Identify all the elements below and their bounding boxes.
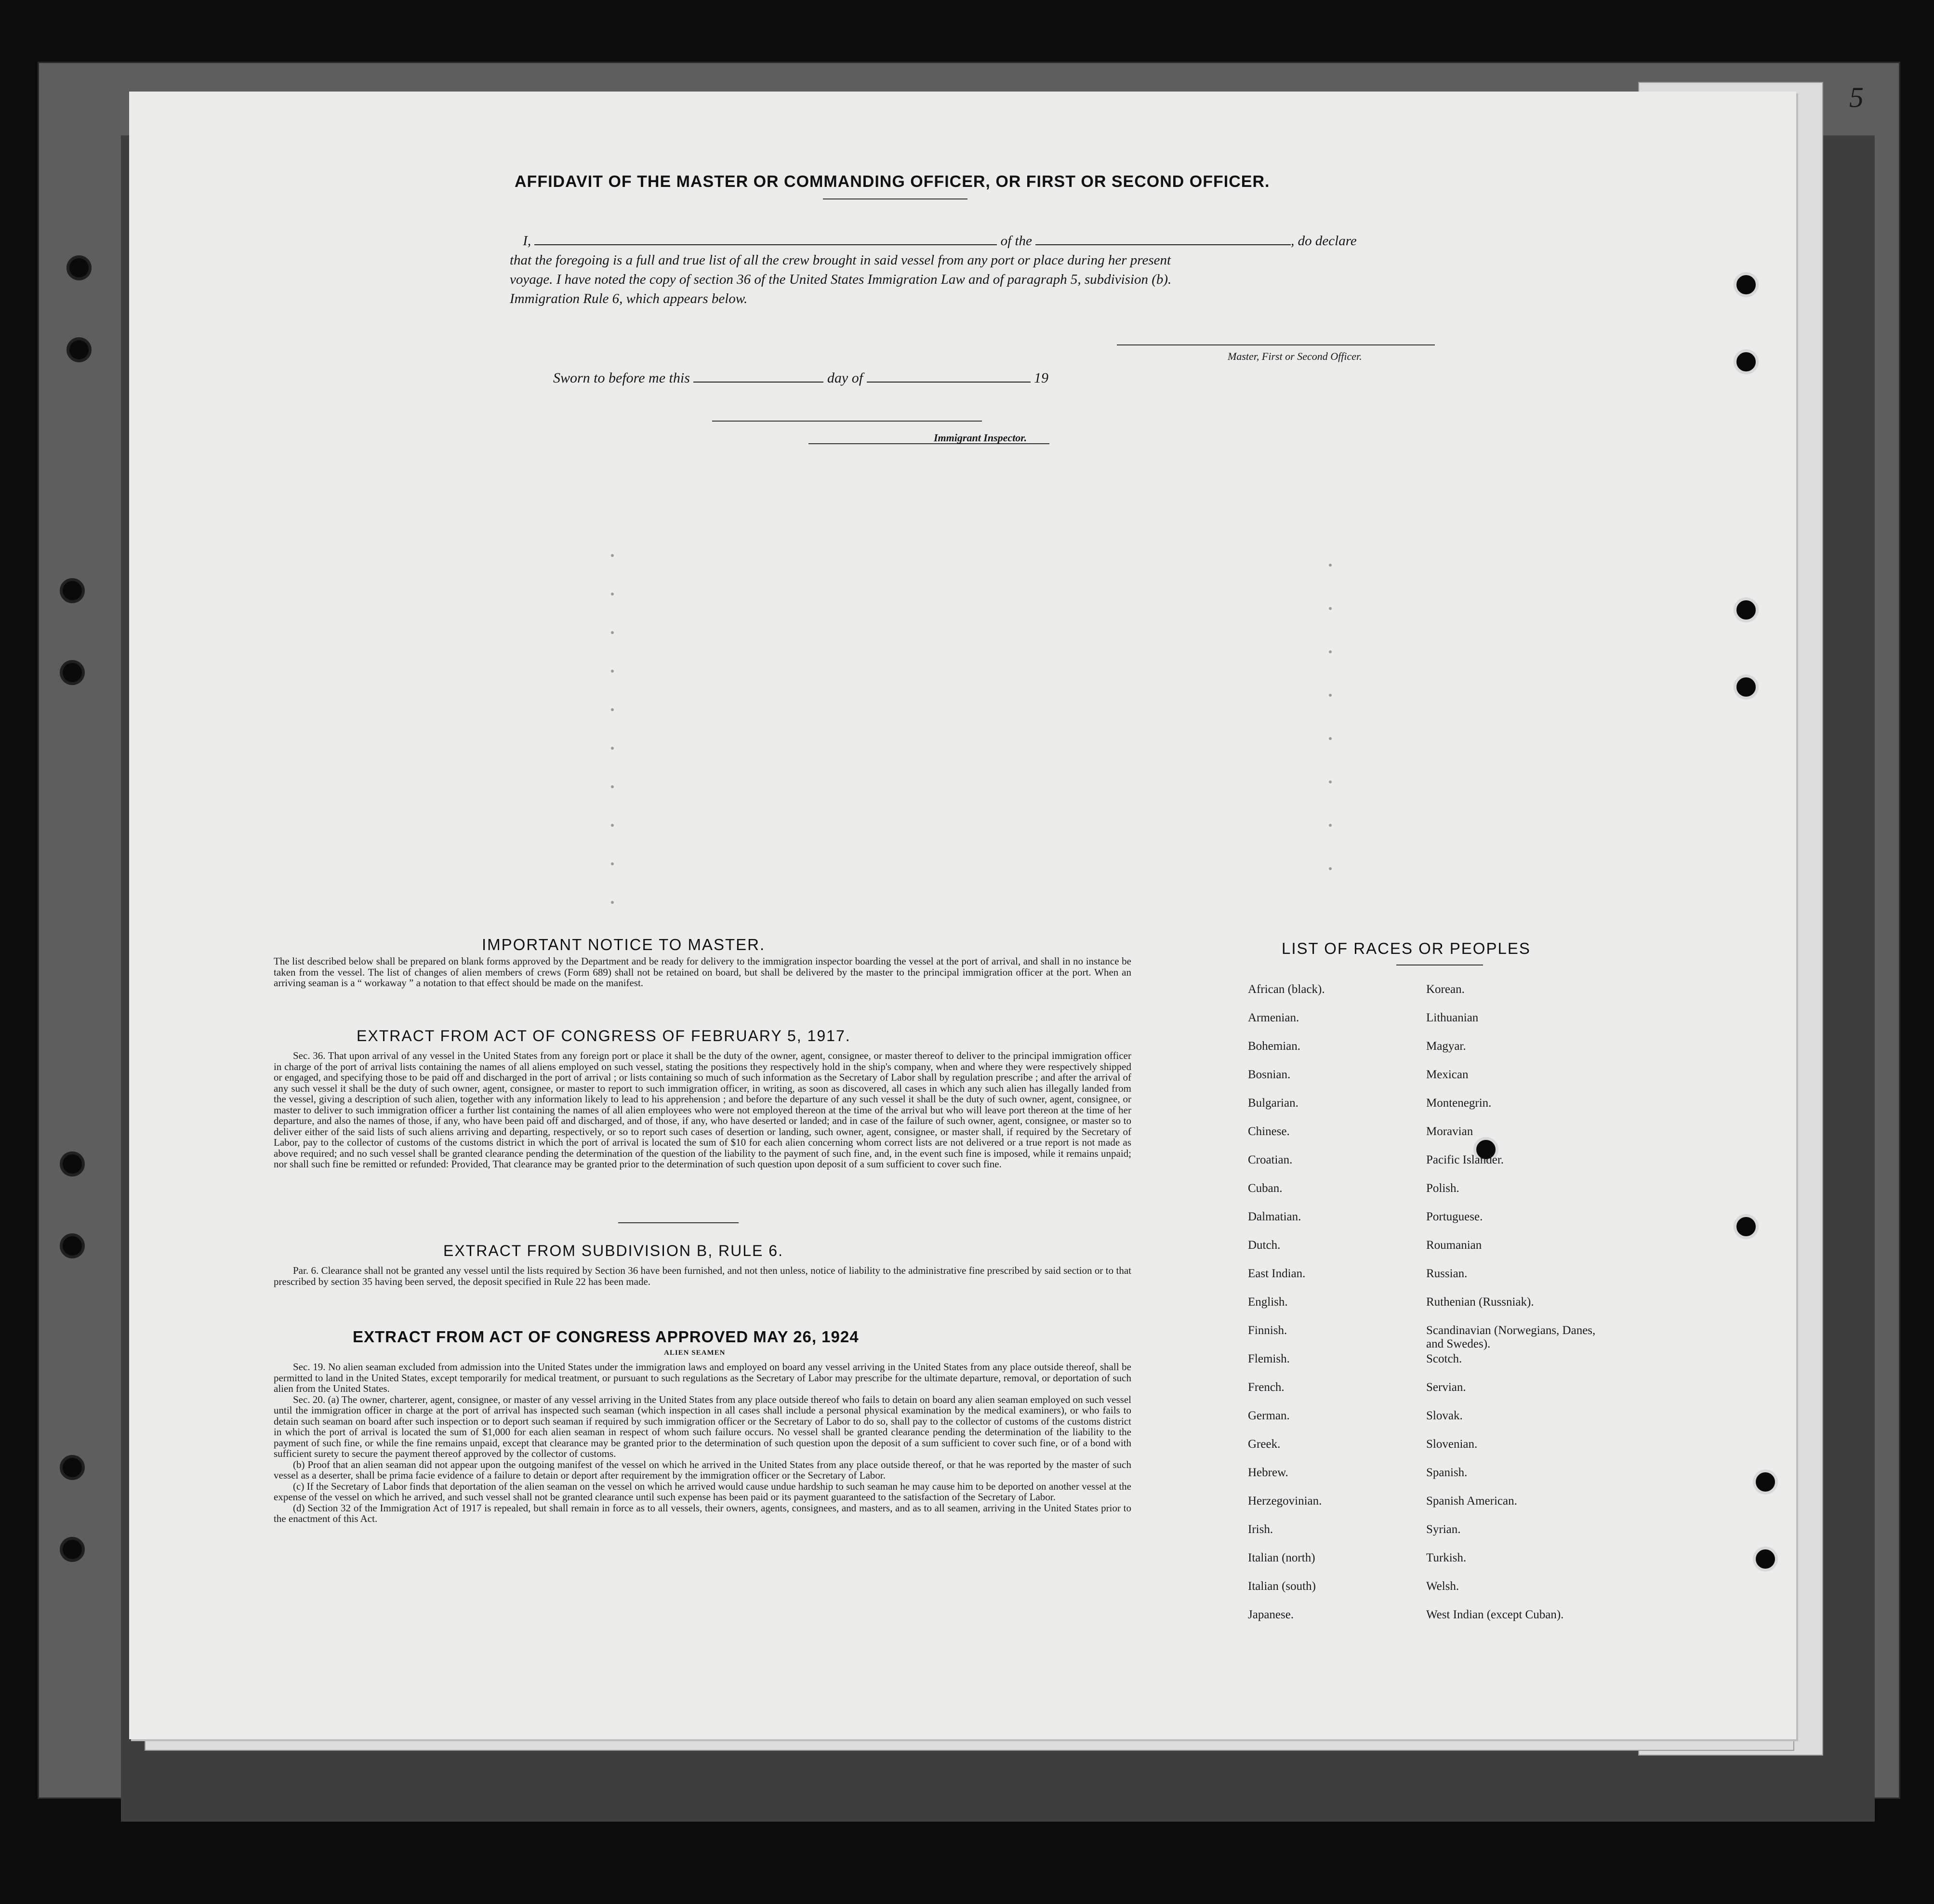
race-item: West Indian (except Cuban).	[1426, 1608, 1564, 1621]
title-underline	[823, 198, 967, 199]
extract-1924-paragraph: (d) Section 32 of the Immigration Act of 1917 is repealed, but shall remain in force as to all vessels, their owners, agents, consignees, and masters, and as to all seamen, arriving in the United States prior to the enactment of this Act.	[274, 1502, 1131, 1524]
race-item: German.	[1248, 1409, 1290, 1422]
race-item: Italian (south)	[1248, 1580, 1316, 1593]
race-item: East Indian.	[1248, 1267, 1306, 1280]
race-item: Bulgarian.	[1248, 1097, 1298, 1110]
race-item: Servian.	[1426, 1381, 1466, 1394]
extract-rule6-text: Par. 6. Clearance shall not be granted any vessel until the lists required by Section 36 have been furnished, and not then unless, notice of liability to the administrative fine prescribed by said section or to that prescribed by section 35 having been served, the deposit specified in Rule 22 has been made.	[274, 1265, 1131, 1287]
race-item: Finnish.	[1248, 1324, 1287, 1337]
binder-hole	[60, 1151, 85, 1177]
race-item: Irish.	[1248, 1523, 1273, 1536]
race-item: Scotch.	[1426, 1352, 1462, 1365]
race-item: Cuban.	[1248, 1182, 1283, 1195]
signature-caption: Master, First or Second Officer.	[1228, 350, 1362, 362]
punch-hole	[1734, 1214, 1759, 1239]
race-item: Korean.	[1426, 983, 1465, 996]
extract-1917-title: EXTRACT FROM ACT OF CONGRESS OF FEBRUARY 5, 1917.	[357, 1027, 851, 1045]
race-item: Flemish.	[1248, 1352, 1290, 1365]
race-item: Welsh.	[1426, 1580, 1459, 1593]
race-item: Turkish.	[1426, 1551, 1467, 1564]
race-item: French.	[1248, 1381, 1285, 1394]
race-item: Dalmatian.	[1248, 1210, 1301, 1223]
race-item: Syrian.	[1426, 1523, 1461, 1536]
day-of-label: day of	[827, 370, 863, 386]
section-divider	[618, 1222, 739, 1223]
race-item: English.	[1248, 1296, 1288, 1309]
punch-hole	[1734, 272, 1759, 297]
notice-title: IMPORTANT NOTICE TO MASTER.	[482, 936, 766, 953]
race-item: Bohemian.	[1248, 1040, 1301, 1053]
race-item: Montenegrin.	[1426, 1097, 1492, 1110]
race-item: Slovenian.	[1426, 1438, 1478, 1451]
race-item: Lithuanian	[1426, 1011, 1479, 1024]
month-blank[interactable]	[867, 382, 1031, 383]
extract-1924-paragraph: Sec. 19. No alien seaman excluded from admission into the United States under the immigration laws and employed on board any vessel arriving in the United States from any place outside thereof, shall be permitted to land in the United States, except temporarily for medical treatment, or pursuant to such regulations as the Secretary of Labor may prescribe for the ultimate departure, removal, or deportation of such alien from the United States.	[274, 1361, 1131, 1394]
race-item: Portuguese.	[1426, 1210, 1483, 1223]
i-label: I,	[523, 233, 531, 249]
binder-hole	[60, 1537, 85, 1562]
race-item: Pacific Islander.	[1426, 1153, 1504, 1166]
races-left-column	[1248, 983, 1441, 1637]
vessel-name-blank[interactable]	[1035, 244, 1291, 245]
race-item: Magyar.	[1426, 1040, 1466, 1053]
race-item: Spanish.	[1426, 1466, 1468, 1479]
extract-1924-paragraph: (c) If the Secretary of Labor finds that deportation of the alien seaman on the vessel on which he arrived would cause undue hardship to such seaman he may cause him to be deported on another vessel at the expense of the vessel on which he arrived, and such vessel shall not be granted clearance until such expense has been paid or its payment guaranteed to the satisfaction of the Secretary of Labor.	[274, 1480, 1131, 1503]
race-item: Moravian	[1426, 1125, 1473, 1138]
day-blank[interactable]	[693, 382, 823, 383]
race-item: Chinese.	[1248, 1125, 1290, 1138]
binder-hole	[60, 1455, 85, 1480]
race-item: Greek.	[1248, 1438, 1281, 1451]
binder-hole	[60, 1233, 85, 1258]
extract-1924-body	[274, 1362, 1131, 1524]
inspector-caption: Immigrant Inspector.	[934, 432, 1027, 444]
race-item: Ruthenian (Russniak).	[1426, 1296, 1534, 1309]
race-item: Japanese.	[1248, 1608, 1294, 1621]
punch-hole	[1734, 674, 1759, 700]
affidavit-declaration	[510, 231, 1454, 308]
affidavit-title: AFFIDAVIT OF THE MASTER OR COMMANDING OFFICER, OR FIRST OR SECOND OFFICER.	[515, 172, 1270, 191]
extract-rule6-title: EXTRACT FROM SUBDIVISION B, RULE 6.	[443, 1242, 783, 1259]
punch-hole	[1753, 1469, 1778, 1494]
races-right-column	[1426, 983, 1629, 1637]
sworn-label: Sworn to before me this	[553, 370, 690, 386]
binder-hole	[60, 660, 85, 685]
punch-hole	[1734, 349, 1759, 374]
race-item: Herzegovinian.	[1248, 1494, 1322, 1507]
race-item: Italian (north)	[1248, 1551, 1315, 1564]
race-item: Polish.	[1426, 1182, 1459, 1195]
notice-text: The list described below shall be prepared on blank forms approved by the Department and be ready for delivery to the immigration inspector boarding the vessel at the port of arrival, and shall in no instance be taken from the vessel. The list of changes of alien members of crews (Form 689) shall not be retained on board, but shall be delivered by the master to the principal immigration officer at the port. When an arriving seaman is a “ workaway ” a notation to that effect should be made on the manifest.	[274, 955, 1131, 989]
race-item: Mexican	[1426, 1068, 1469, 1081]
declaration-first-line	[510, 231, 1454, 251]
of-the-label: of the	[1000, 233, 1032, 249]
punch-hole	[1753, 1547, 1778, 1572]
race-item: Slovak.	[1426, 1409, 1463, 1422]
name-blank[interactable]	[534, 244, 997, 245]
handwritten-page-number: 5	[1849, 81, 1864, 113]
race-item: Croatian.	[1248, 1153, 1293, 1166]
manifest-page	[129, 92, 1796, 1739]
extract-1924-paragraph: Sec. 20. (a) The owner, charterer, agent, consignee, or master of any vessel arriving in the United States from any place outside thereof who fails to detain on board any alien seaman employed on such vessel until the immigration officer in charge at the port of arrival has inspected such seaman (which inspection in all cases shall include a personal physical examination by the medical examiners), or who fails to detain such seaman on board after such inspection or to deport such seaman if required by such immigration officer or the Secretary of Labor to do so, shall pay to the collector of customs of the customs district in which the port of arrival is located the sum of $1,000 for each alien seaman in respect of whom such failure occurs. No vessel shall be granted clearance pending the determination of the liability to the payment of such fine, or while the fine remains unpaid, except that clearance may be granted prior to the determination of such question upon the deposit of a sum sufficient to cover such fine, or of a bond with sufficient surety to secure the payment thereof approved by the collector of customs.	[274, 1393, 1131, 1459]
binder-hole	[66, 255, 92, 280]
year-label: 19	[1034, 370, 1049, 386]
race-item: Bosnian.	[1248, 1068, 1291, 1081]
extract-1924-subtitle: ALIEN SEAMEN	[664, 1349, 726, 1357]
race-item: Russian.	[1426, 1267, 1468, 1280]
extract-1917-text: Sec. 36. That upon arrival of any vessel in the United States from any foreign port or place it shall be the duty of the owner, agent, consignee, or master thereof to deliver to the principal immigration officer in charge of the port of arrival lists containing the names of all aliens employed on such vessel, stating the positions they respectively hold in the ship's company, when and where they were respectively shipped or engaged, and specifying those to be paid off and discharged in the port of arrival ; or lists containing so much of such information as the Secretary of Labor shall by regulation prescribe ; and after the arrival of any such vessel it shall be the duty of such owner, agent, consignee, or master to report to such immigration officer, in writing, as soon as discovered, all cases in which any such alien has illegally landed from the vessel, giving a description of such alien, together with any information likely to lead to his apprehension ; and before the departure of any such vessel it shall be the duty of such owner, agent, consignee, or master to deliver to such immigration officer a further list containing the names of all alien employees who were not employed thereon at the time of the arrival but who will leave port thereon at the time of her departure, and also the names of those, if any, who have been paid off and discharged, and of those, if any, who have deserted or landed; and in case of the failure of such owner, agent, consignee, or master so to deliver either of the said lists of such aliens arriving and departing, respectively, or so to report such cases of desertion or landing, such owner, agent, consignee, or master shall, if required by the Secretary of Labor, pay to the collector of customs of the customs district in which the port of arrival is located the sum of $10 for each alien concerning whom correct lists are not delivered or a true report is not made as above required; and no such vessel shall be granted clearance pending the determination of the question of the liability to the payment of such fine, and, in the event such fine is imposed, while it remains unpaid; nor shall such fine be remitted or refunded: Provided, That clearance may be granted prior to the determination of such question upon deposit of a sum sufficient to cover such fine.	[274, 1050, 1131, 1170]
extract-1924-title: EXTRACT FROM ACT OF CONGRESS APPROVED MAY 26, 1924	[353, 1328, 859, 1346]
race-item: Dutch.	[1248, 1239, 1281, 1252]
races-title: LIST OF RACES OR PEOPLES	[1282, 939, 1531, 957]
race-item: Hebrew.	[1248, 1466, 1288, 1479]
race-item: Spanish American.	[1426, 1494, 1517, 1507]
inspector-sign-line-1	[712, 421, 982, 422]
race-item: Scandinavian (Norwegians, Danes, and Swedes).	[1426, 1324, 1596, 1350]
race-item: Roumanian	[1426, 1239, 1482, 1252]
binder-hole	[66, 337, 92, 362]
race-item: African (black).	[1248, 983, 1325, 996]
extract-1924-paragraph: (b) Proof that an alien seaman did not appear upon the outgoing manifest of the vessel on which he arrived in the United States from any place outside thereof, or that he was reported by the master of such vessel as a deserter, shall be prima facie evidence of a failure to detain or deport after requirement by the immigration officer or the Secretary of Labor.	[274, 1458, 1131, 1481]
signature-line	[1117, 344, 1435, 345]
declaration-line: Immigration Rule 6, which appears below.	[510, 291, 748, 306]
sworn-line	[553, 370, 1048, 386]
declaration-line: that the foregoing is a full and true list of all the crew brought in said vessel from any port or place during her present	[510, 252, 1171, 268]
punch-hole	[1734, 597, 1759, 622]
binder-hole	[60, 578, 85, 603]
race-item: Armenian.	[1248, 1011, 1299, 1024]
declaration-line: voyage. I have noted the copy of section 36 of the United States Immigration Law and of paragraph 5, subdivision (b).	[510, 272, 1172, 287]
do-declare-label: , do declare	[1291, 233, 1357, 249]
